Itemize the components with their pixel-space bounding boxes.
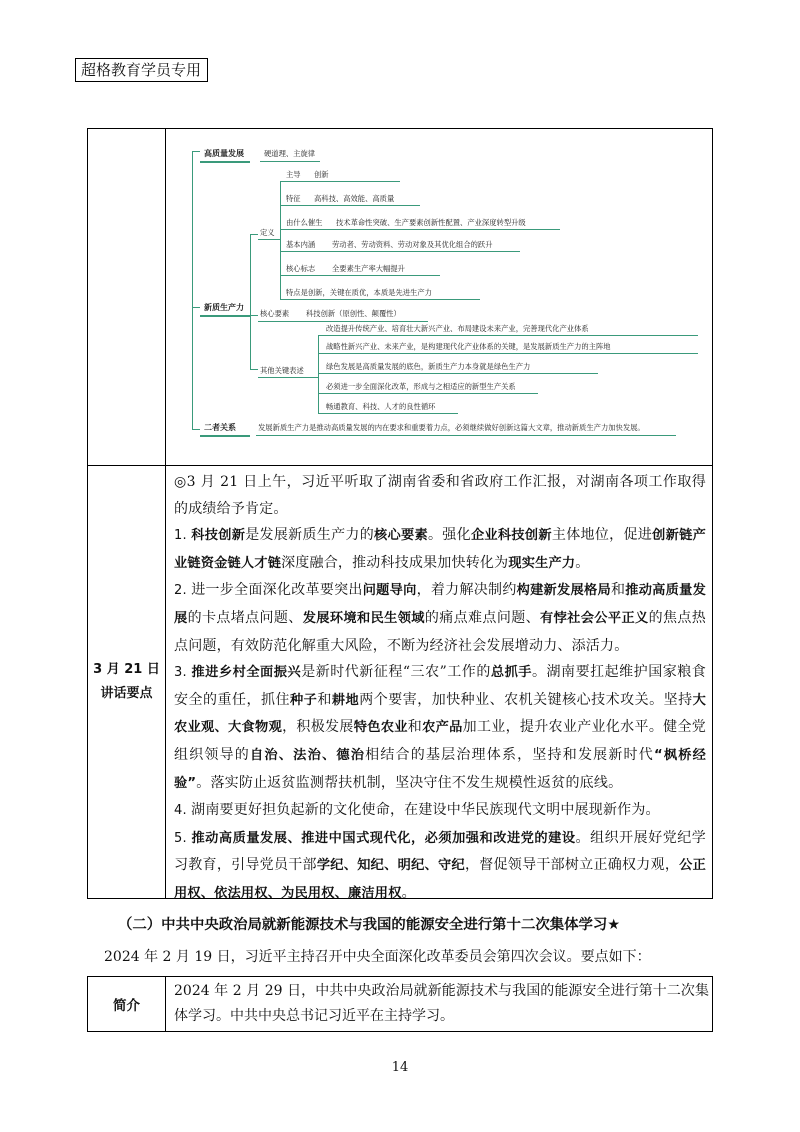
- summary-table: [87, 976, 713, 1032]
- mindmap-connector-line: [200, 435, 250, 437]
- text-run: 的焦点热点问题，有效防范化解重大风险，不断为经济社会发展增动力、添活力。: [174, 609, 706, 654]
- mindmap-connector-line: [318, 353, 698, 354]
- text-run: ，督促领导干部树立正确权力观，: [464, 857, 680, 874]
- bold-phrase: 大农业观、大食物观: [174, 692, 706, 736]
- bold-phrase: 现实生产力: [508, 555, 576, 571]
- main-table: [87, 128, 713, 899]
- mindmap-node-other-2: 战略性新兴产业、未来产业，是构建现代化产业体系的关键，是发展新质生产力的主阵地: [326, 342, 611, 351]
- text-run: 湖南要更好担负起新的文化使命，在建设中华民族现代文明中展现新作为。: [191, 802, 660, 819]
- mindmap-connector-line: [280, 229, 560, 230]
- speech-date-label-line2: 讲话要点: [100, 686, 153, 701]
- summary-text: 2024 年 2 月 29 日，中共中央政治局就新能源技术与我国的能源安全进行第十二次集体学习。中共中央总书记习近平在主持学习。: [174, 983, 709, 1024]
- text-run: 两个要害，加快种业、农机关键核心技术攻关。坚持: [359, 691, 693, 708]
- mindmap-node-main-value: 创新: [314, 170, 329, 179]
- table-divider-horizontal: [88, 465, 712, 466]
- bold-phrase: 总抓手: [490, 665, 532, 681]
- mindmap-connector-line: [280, 251, 520, 252]
- mindmap-connector-line: [318, 335, 698, 336]
- bold-phrase: 发展环境和民生领域: [302, 610, 425, 626]
- mindmap-connector-line: [192, 151, 200, 152]
- mindmap-connector-line: [258, 239, 280, 240]
- mindmap-connector-line: [258, 321, 428, 322]
- bold-phrase: 特色农业: [353, 720, 408, 736]
- mindmap-node-feature-value: 高科技、高效能、高质量: [314, 194, 395, 203]
- text-run: 1.: [174, 528, 192, 544]
- mindmap-connector-line: [200, 161, 250, 163]
- text-run: 深度融合，推动科技成果加快转化为: [281, 554, 509, 571]
- mindmap-connector-line: [280, 181, 281, 299]
- mindmap-connector-line: [192, 151, 193, 429]
- speech-date-label: [88, 466, 165, 898]
- text-run: 5.: [174, 830, 192, 846]
- mindmap-node-relation-value: 发展新质生产力是推动高质量发展的内在要求和重要着力点，必须继续做好创新这篇大文章，推动新质生产力加快发展。: [258, 423, 645, 432]
- text-run: 和: [407, 719, 423, 736]
- mindmap-connector-line: [256, 435, 676, 436]
- bold-phrase: 企业科技创新: [470, 528, 552, 544]
- mindmap-node-core: 核心标志: [286, 264, 316, 273]
- mindmap-node-definition: 定义: [260, 228, 275, 237]
- mindmap-connector-line: [318, 413, 458, 414]
- text-run: 2.: [174, 583, 192, 599]
- text-run: 。: [575, 554, 590, 571]
- speech-point-2: [174, 577, 706, 659]
- speech-point-3: [174, 659, 706, 797]
- mindmap-node-other-4: 必须进一步全面深化改革，形成与之相适应的新型生产关系: [326, 382, 516, 391]
- mindmap-node-other-5: 畅通教育、科技、人才的良性循环: [326, 402, 436, 411]
- bold-phrase: 构建新发展格局: [516, 583, 611, 599]
- text-run: 相结合的基层治理体系，坚持和发展新时代: [365, 746, 654, 763]
- mindmap-node-high-quality: 高质量发展: [204, 149, 244, 158]
- bold-phrase: 学纪、知纪、明纪、守纪: [316, 858, 465, 874]
- summary-label: 简介: [113, 998, 140, 1014]
- mindmap-connector-line: [250, 369, 258, 370]
- text-run: 4.: [174, 803, 192, 819]
- speech-intro: ◎3 月 21 日上午，习近平听取了湖南省委和省政府工作汇报，对湖南各项工作取得的成绩给予肯定。: [174, 474, 706, 517]
- mindmap-node-main: 主导: [286, 170, 301, 179]
- mindmap-connector-line: [318, 393, 538, 394]
- mindmap-node-relation: 二者关系: [204, 423, 236, 432]
- watermark-label: 超格教育学员专用: [75, 58, 208, 82]
- bold-phrase: 有悖社会公平正义: [539, 610, 649, 626]
- mindmap-connector-line: [260, 161, 320, 162]
- speech-point-4: [174, 797, 706, 825]
- mindmap-node-driver: 由什么催生: [286, 218, 323, 227]
- mindmap-node-high-quality-desc: 硬道理、主旋律: [264, 149, 316, 158]
- bold-phrase: 种子: [289, 692, 318, 708]
- speech-content: [174, 469, 706, 908]
- mindmap-connector-line: [318, 373, 598, 374]
- mindmap-node-other-3: 绿色发展是高质量发展的底色，新质生产力本身就是绿色生产力: [326, 362, 531, 371]
- mindmap-connector-line: [280, 299, 480, 300]
- mindmap-connector-line: [250, 234, 251, 369]
- mindmap-connector-line: [258, 377, 318, 378]
- text-run: 是新时代新征程“三农”工作的: [301, 664, 491, 681]
- mindmap-node-root: 新质生产力: [204, 303, 244, 312]
- text-run: 加工业，提升农业产业化水平。健全党组织领导的: [174, 719, 706, 763]
- page-number: 14: [391, 1060, 409, 1075]
- mindmap-node-key: 核心要素: [260, 309, 290, 318]
- section-intro: 2024 年 2 月 19 日，习近平主持召开中央全面深化改革委员会第四次会议。要点如下：: [104, 949, 651, 965]
- text-run: 是发展新质生产力的: [245, 527, 375, 544]
- text-run: 和: [610, 582, 626, 599]
- section-heading: （二）中共中央政治局就新能源技术与我国的能源安全进行第十二次集体学习★: [118, 917, 621, 933]
- bold-phrase: 科技创新: [191, 528, 246, 544]
- speech-date-label-line1: 3 月 21 日: [93, 662, 160, 677]
- text-run: 。组织开展好党纪学习教育，引导党员干部: [174, 829, 706, 874]
- bold-phrase: 推动高质量发展、推进中国式现代化，必须加强和改进党的建设: [191, 830, 576, 846]
- mindmap-node-core-value: 全要素生产率大幅提升: [332, 264, 405, 273]
- text-run: 的卡点堵点问题、: [187, 609, 303, 626]
- mindmap-node-other: 其他关键表述: [260, 366, 304, 375]
- mindmap-node-basic: 基本内涵: [286, 240, 316, 249]
- mindmap-connector-line: [250, 234, 258, 235]
- bold-phrase: 创新链产业链资金链人才链: [174, 528, 706, 571]
- mindmap-connector-line: [318, 335, 319, 413]
- bold-phrase: 自治、法治、德治: [250, 747, 366, 763]
- text-run: 和: [317, 691, 332, 708]
- speech-point-5: [174, 825, 706, 908]
- bold-phrase: 推进乡村全面振兴: [191, 665, 302, 681]
- mindmap-diagram: [166, 129, 713, 465]
- text-run: 进一步全面深化改革要突出: [191, 582, 363, 599]
- bold-phrase: 问题导向: [362, 583, 417, 599]
- mindmap-node-key-value: 科技创新（原创性、颠覆性）: [306, 309, 401, 318]
- bold-phrase: “枫桥经验”: [174, 747, 707, 791]
- mindmap-connector-line: [250, 315, 258, 316]
- text-run: ，着力解决制约: [416, 582, 517, 599]
- bold-phrase: 公正用权、依法用权、为民用权、廉洁用权: [174, 858, 707, 901]
- text-run: 。强化: [428, 527, 471, 544]
- mindmap-connector-line: [280, 205, 420, 206]
- speech-point-1: [174, 522, 706, 577]
- mindmap-node-trait: 特点是创新，关键在质优，本质是先进生产力: [286, 288, 432, 297]
- text-run: 。: [401, 884, 416, 901]
- mindmap-connector-line: [200, 315, 250, 317]
- mindmap-node-basic-value: 劳动者、劳动资料、劳动对象及其优化组合的跃升: [332, 240, 493, 249]
- summary-table-divider: [165, 977, 166, 1031]
- mindmap-connector-line: [280, 275, 440, 276]
- text-run: 3.: [174, 665, 192, 681]
- bold-phrase: 农产品: [422, 720, 463, 736]
- mindmap-node-driver-value: 技术革命性突破、生产要素创新性配置、产业深度转型升级: [336, 218, 526, 227]
- bold-phrase: 核心要素: [374, 528, 428, 544]
- text-run: 。落实防止返贫监测帮扶机制，坚决守住不发生规模性返贫的底线。: [196, 774, 623, 791]
- mindmap-connector-line: [192, 307, 200, 308]
- mindmap-connector-line: [280, 181, 400, 182]
- mindmap-node-feature: 特征: [286, 194, 301, 203]
- text-run: ，积极发展: [282, 719, 354, 736]
- text-run: 主体地位，促进: [551, 527, 653, 544]
- text-run: 。湖南要扛起维护国家粮食安全的重任，抓住: [174, 664, 706, 708]
- text-run: 的痛点难点问题、: [424, 609, 540, 626]
- bold-phrase: 推动高质量发展: [174, 583, 706, 626]
- mindmap-connector-line: [192, 429, 200, 430]
- mindmap-node-other-1: 改造提升传统产业、培育壮大新兴产业、布局建设未来产业，完善现代化产业体系: [326, 324, 589, 333]
- bold-phrase: 耕地: [331, 692, 360, 708]
